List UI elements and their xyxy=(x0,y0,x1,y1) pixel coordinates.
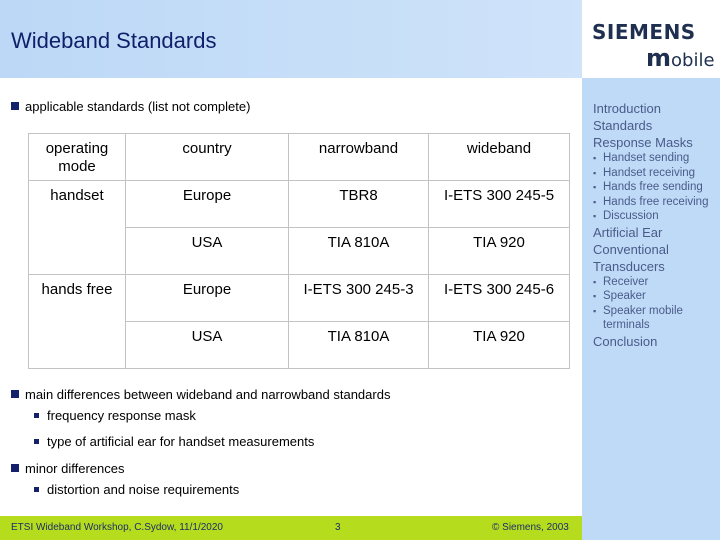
sub-bullet-icon xyxy=(34,439,39,444)
sidebar-item[interactable]: Introduction xyxy=(593,101,661,116)
bullet-square-icon xyxy=(11,102,19,110)
bullet-minor-differences xyxy=(11,461,124,476)
footer-page-number: 3 xyxy=(335,522,341,533)
table-cell-narrowband: TBR8 xyxy=(289,181,429,228)
sub-bullet-icon xyxy=(34,413,39,418)
bullet-square-icon xyxy=(11,390,19,398)
table-header: country xyxy=(126,134,289,181)
logo-mobile-rest: obile xyxy=(671,50,715,71)
slide-title: Wideband Standards xyxy=(11,28,217,53)
logo-mobile xyxy=(646,44,715,72)
sidebar-item[interactable]: Response Masks xyxy=(593,135,693,150)
table-row xyxy=(29,181,570,228)
sidebar-item[interactable]: Conventional Transducers xyxy=(593,241,669,274)
logo-mobile-m: m xyxy=(646,44,672,72)
table-cell-mode xyxy=(29,322,126,369)
bullet-intro-text: applicable standards (list not complete) xyxy=(25,99,251,114)
table-cell-narrowband: I-ETS 300 245-3 xyxy=(289,275,429,322)
sidebar-subitem[interactable]: ▪ Handset receiving xyxy=(593,166,717,181)
table-cell-mode: handset xyxy=(29,181,126,228)
table-cell-wideband: I-ETS 300 245-5 xyxy=(429,181,570,228)
table-cell-wideband: TIA 920 xyxy=(429,228,570,275)
footer-copyright: © Siemens, 2003 xyxy=(492,522,569,533)
table-header: operating mode xyxy=(29,134,126,181)
bullet-square-icon xyxy=(11,464,19,472)
sidebar-subitem[interactable]: ▪ Hands free receiving xyxy=(593,195,717,210)
table-row xyxy=(29,275,570,322)
sidebar-subitem[interactable]: ▪ Hands free sending xyxy=(593,180,717,195)
table-header: narrowband xyxy=(289,134,429,181)
table-header: wideband xyxy=(429,134,570,181)
bullet-minor-text: minor differences xyxy=(25,461,125,476)
table-cell-country: Europe xyxy=(126,181,289,228)
footer-event: ETSI Wideband Workshop, C.Sydow, 11/1/2020 xyxy=(11,522,223,533)
sidebar-subitem[interactable]: ▪ Receiver xyxy=(593,275,717,290)
table-cell-country: Europe xyxy=(126,275,289,322)
sidebar-item[interactable]: Artificial Ear xyxy=(593,224,663,240)
header-band xyxy=(0,0,582,78)
sidebar-subitem[interactable]: ▪ Speaker mobile terminals xyxy=(593,304,717,333)
table-cell-narrowband: TIA 810A xyxy=(289,322,429,369)
bullet-sub-text: frequency response mask xyxy=(47,408,196,423)
bullet-sub-distortion xyxy=(34,482,239,497)
standards-table xyxy=(28,133,570,369)
bullet-sub-text: type of artificial ear for handset measurements xyxy=(47,434,315,449)
bullet-sub-artificial-ear xyxy=(34,434,314,449)
bullet-sub-text: distortion and noise requirements xyxy=(47,482,240,497)
logo xyxy=(582,0,720,78)
table-cell-country: USA xyxy=(126,322,289,369)
table-row xyxy=(29,322,570,369)
table-cell-mode: hands free xyxy=(29,275,126,322)
sidebar-nav xyxy=(593,100,717,350)
sidebar-subitem[interactable]: ▪ Speaker xyxy=(593,289,717,304)
sidebar-subitem[interactable]: ▪ Discussion xyxy=(593,209,717,224)
table-cell-mode xyxy=(29,228,126,275)
sidebar-item[interactable]: Conclusion xyxy=(593,333,658,349)
bullet-main-text: main differences between wideband and narrowband standards xyxy=(25,387,391,402)
table-cell-narrowband: TIA 810A xyxy=(289,228,429,275)
table-cell-wideband: I-ETS 300 245-6 xyxy=(429,275,570,322)
bullet-sub-frequency xyxy=(34,408,196,423)
sidebar xyxy=(582,0,720,540)
table-header-row xyxy=(29,134,570,181)
sidebar-item[interactable]: Standards xyxy=(593,118,653,133)
logo-siemens: SIEMENS xyxy=(592,20,696,44)
sidebar-subitem[interactable]: ▪ Handset sending xyxy=(593,151,717,166)
table-cell-wideband: TIA 920 xyxy=(429,322,570,369)
sub-bullet-icon xyxy=(34,487,39,492)
footer xyxy=(0,516,582,540)
table-cell-country: USA xyxy=(126,228,289,275)
table-row xyxy=(29,228,570,275)
bullet-main-differences xyxy=(11,387,390,402)
bullet-intro xyxy=(11,99,250,114)
